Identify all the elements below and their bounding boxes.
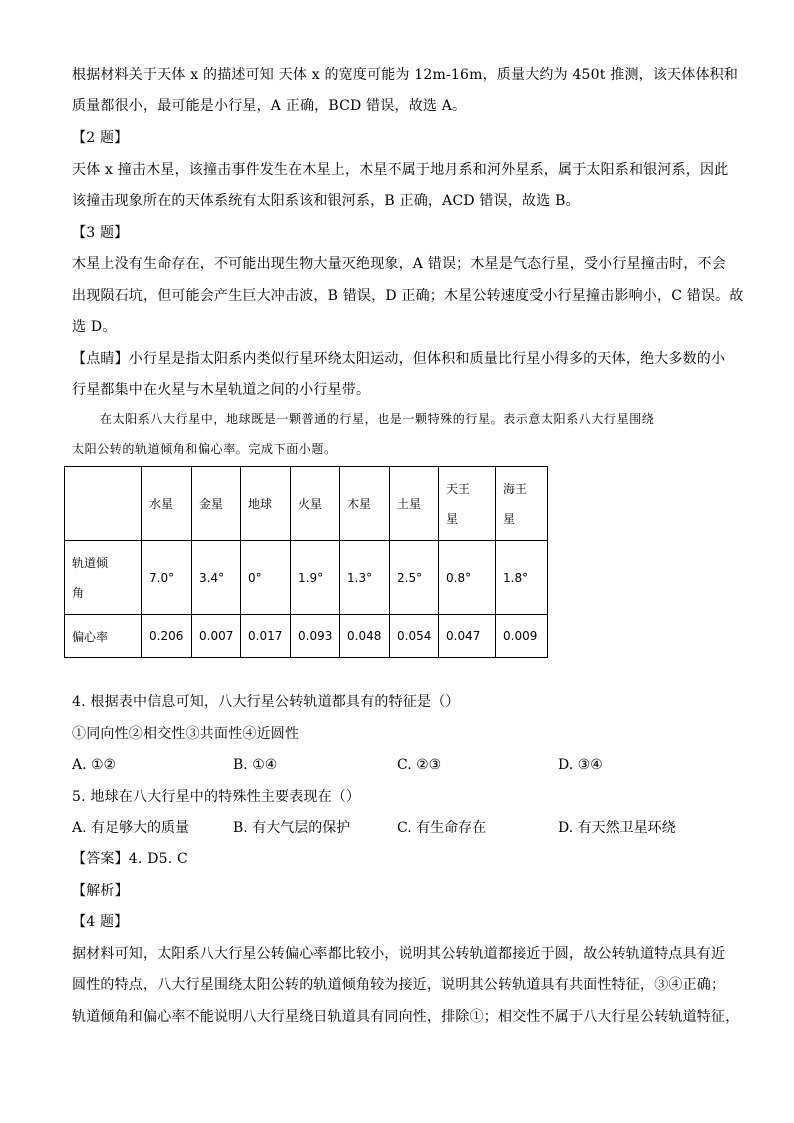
paragraph3-line2: 出现陨石坑，但可能会产生巨大冲击波，B 错误，D 正确；木星公转速度受小行星撞击影响小，C 错误。故 — [72, 288, 744, 304]
header-earth: 地球 — [241, 467, 291, 541]
q4-option-c: C. ②③ — [397, 757, 442, 773]
q4-features: ①同向性②相交性③共面性④近圆性 — [72, 726, 300, 742]
table-row-eccentricity — [65, 615, 548, 658]
q4-stem: 4. 根据表中信息可知，八大行星公转轨道都具有的特征是（） — [72, 694, 460, 710]
eccentricity-saturn: 0.054 — [390, 615, 439, 658]
analysis-tag: 【解析】 — [72, 883, 129, 899]
inclination-saturn: 2.5° — [390, 541, 439, 615]
header-uranus — [439, 467, 496, 541]
paragraph4-line2: 圆性的特点，八大行星围绕太阳公转的轨道倾角较为接近，说明其公转轨道具有共面性特征，③④正确； — [72, 977, 726, 993]
eccentricity-uranus: 0.047 — [439, 615, 496, 658]
label-inclination-line2: 角 — [72, 585, 85, 600]
paragraph4-line1: 据材料可知，太阳系八大行星公转偏心率都比较小，说明其公转轨道都接近于圆，故公转轨道特点具有近 — [72, 946, 726, 962]
q5-option-a: A. 有足够大的质量 — [72, 820, 190, 836]
paragraph1-line2: 质量都很小，最可能是小行星，A 正确，BCD 错误，故选 A。 — [72, 98, 467, 114]
q2-tag: 【2 题】 — [72, 130, 129, 146]
header-mercury: 水星 — [142, 467, 192, 541]
q4-option-b: B. ①④ — [233, 757, 278, 773]
inclination-mars: 1.9° — [291, 541, 340, 615]
header-neptune-line2: 星 — [503, 511, 516, 526]
tip-line2: 行星都集中在火星与木星轨道之间的小行星带。 — [72, 382, 371, 398]
q5-option-b: B. 有大气层的保护 — [233, 820, 351, 836]
inclination-mercury: 7.0° — [142, 541, 192, 615]
header-uranus-line2: 星 — [446, 511, 459, 526]
table-corner-cell — [65, 467, 142, 541]
label-inclination-line1: 轨道倾 — [72, 555, 109, 570]
inclination-neptune: 1.8° — [496, 541, 548, 615]
q5-stem: 5. 地球在八大行星中的特殊性主要表现在（） — [72, 789, 361, 805]
paragraph1-line1: 根据材料关于天体 x 的描述可知 天体 x 的宽度可能为 12m-16m，质量大约为 450t 推测，该天体体积和 — [72, 67, 739, 83]
header-jupiter: 木星 — [340, 467, 390, 541]
q5-option-c: C. 有生命存在 — [397, 820, 487, 836]
material-line2: 太阳公转的轨道倾角和偏心率。完成下面小题。 — [72, 442, 337, 456]
paragraph3-line1: 木星上没有生命存在，不可能出现生物大量灭绝现象，A 错误；木星是气态行星，受小行星撞击时，不会 — [72, 256, 726, 272]
header-neptune-line1: 海王 — [503, 481, 528, 496]
table-header-row — [65, 467, 548, 541]
header-uranus-line1: 天王 — [446, 481, 471, 496]
eccentricity-mars: 0.093 — [291, 615, 340, 658]
table-row-inclination — [65, 541, 548, 615]
eccentricity-mercury: 0.206 — [142, 615, 192, 658]
inclination-earth: 0° — [241, 541, 291, 615]
header-saturn: 土星 — [390, 467, 439, 541]
q4-tag: 【4 题】 — [72, 914, 129, 930]
inclination-jupiter: 1.3° — [340, 541, 390, 615]
paragraph3-line3: 选 D。 — [72, 319, 117, 335]
orbit-table — [64, 466, 548, 658]
q3-tag: 【3 题】 — [72, 225, 129, 241]
tip-line1: 【点睛】小行星是指太阳系内类似行星环绕太阳运动，但体积和质量比行星小得多的天体，绝大多数的小 — [72, 351, 726, 367]
inclination-venus: 3.4° — [192, 541, 241, 615]
paragraph4-line3: 轨道倾角和偏心率不能说明八大行星绕日轨道具有同向性，排除①；相交性不属于八大行星公转轨道特征， — [72, 1009, 740, 1025]
answer-line: 【答案】4. D5. C — [72, 851, 188, 867]
eccentricity-venus: 0.007 — [192, 615, 241, 658]
q4-option-a: A. ①② — [72, 757, 117, 773]
eccentricity-neptune: 0.009 — [496, 615, 548, 658]
inclination-uranus: 0.8° — [439, 541, 496, 615]
paragraph2-line2: 该撞击现象所在的天体系统有太阳系该和银河系，B 正确，ACD 错误，故选 B。 — [72, 193, 580, 209]
eccentricity-jupiter: 0.048 — [340, 615, 390, 658]
q4-option-d: D. ③④ — [558, 757, 603, 773]
header-mars: 火星 — [291, 467, 340, 541]
q5-option-d: D. 有天然卫星环绕 — [558, 820, 676, 836]
header-neptune — [496, 467, 548, 541]
header-venus: 金星 — [192, 467, 241, 541]
label-inclination — [65, 541, 142, 615]
paragraph2-line1: 天体 x 撞击木星，该撞击事件发生在木星上，木星不属于地月系和河外星系，属于太阳系和银河系，因此 — [72, 162, 729, 178]
eccentricity-earth: 0.017 — [241, 615, 291, 658]
material-line1: 在太阳系八大行星中，地球既是一颗普通的行星，也是一颗特殊的行星。表示意太阳系八大行星围绕 — [100, 412, 655, 426]
label-eccentricity: 偏心率 — [65, 615, 142, 658]
